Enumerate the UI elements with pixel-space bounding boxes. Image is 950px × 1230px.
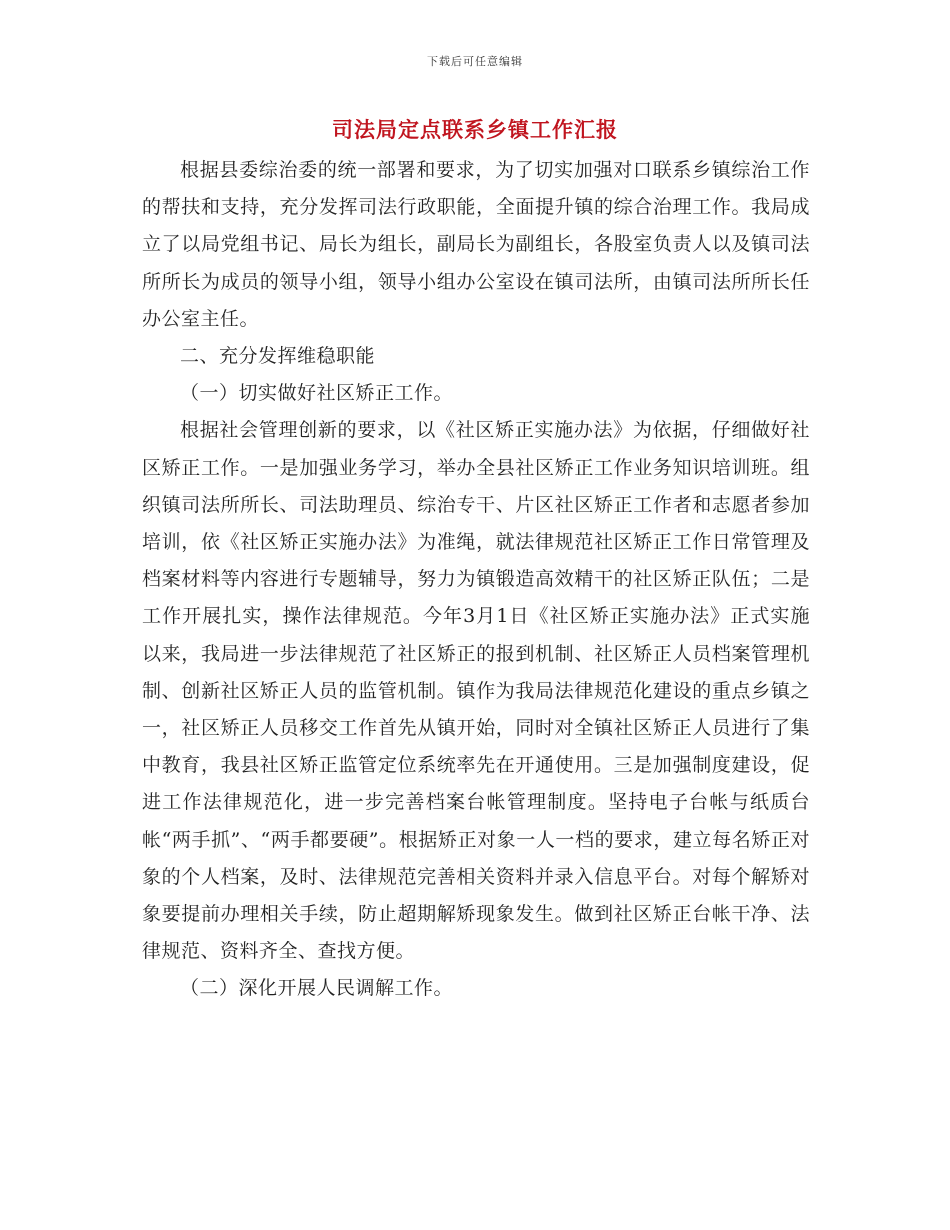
subsection-heading: （二）深化开展人民调解工作。 bbox=[180, 977, 454, 1000]
paragraph-body: 根据社会管理创新的要求，以《社区矫正实施办法》为依据，仔细做好社区矫正工作。一是加强业务学习，举办全县社区矫正工作业务知识培训班。组织镇司法所所长、司法助理员、综治专干、片区社区矫正工作者和志愿者参加培训，依《社区矫正实施办法》为准绳，就法律规范社区矫正工作日常管理及档案材料等内容进行专题辅导，努力为镇锻造高效精干的社区矫正队伍；二是工作开展扎实，操作法律规范。今年3月1日《社区矫正实施办法》正式实施以来，我局进一步法律规范了社区矫正的报到机制、社区矫正人员档案管理机制、创新社区矫正人员的监管机制。镇作为我局法律规范化建设的重点乡镇之一，社区矫正人员移交工作首先从镇开始，同时对全镇社区矫正人员进行了集中教育，我县社区矫正监管定位系统率先在开通使用。三是加强制度建设，促进工作法律规范化，进一步完善档案台帐管理制度。坚持电子台帐与纸质台帐“两手抓”、“两手都要硬”。根据矫正对象一人一档的要求，建立每名矫正对象的个人档案，及时、法律规范完善相关资料并录入信息平台。对每个解矫对象要提前办理相关手续，防止超期解矫现象发生。做到社区矫正台帐干净、法律规范、资料齐全、查找方便。 bbox=[142, 419, 810, 963]
document-title: 司法局定点联系乡镇工作汇报 bbox=[332, 118, 618, 142]
section-heading: 二、充分发挥维稳职能 bbox=[180, 345, 376, 368]
document-body bbox=[142, 152, 810, 1008]
paragraph-intro: 根据县委综治委的统一部署和要求，为了切实加强对口联系乡镇综治工作的帮扶和支持，充分发挥司法行政职能，全面提升镇的综合治理工作。我局成立了以局党组书记、局长为组长，副局长为副组长，各股室负责人以及镇司法所所长为成员的领导小组，领导小组办公室设在镇司法所，由镇司法所所长任办公室主任。 bbox=[142, 159, 810, 330]
subsection-heading: （一）切实做好社区矫正工作。 bbox=[180, 382, 454, 405]
page-header-note: 下载后可任意编辑 bbox=[427, 55, 523, 68]
